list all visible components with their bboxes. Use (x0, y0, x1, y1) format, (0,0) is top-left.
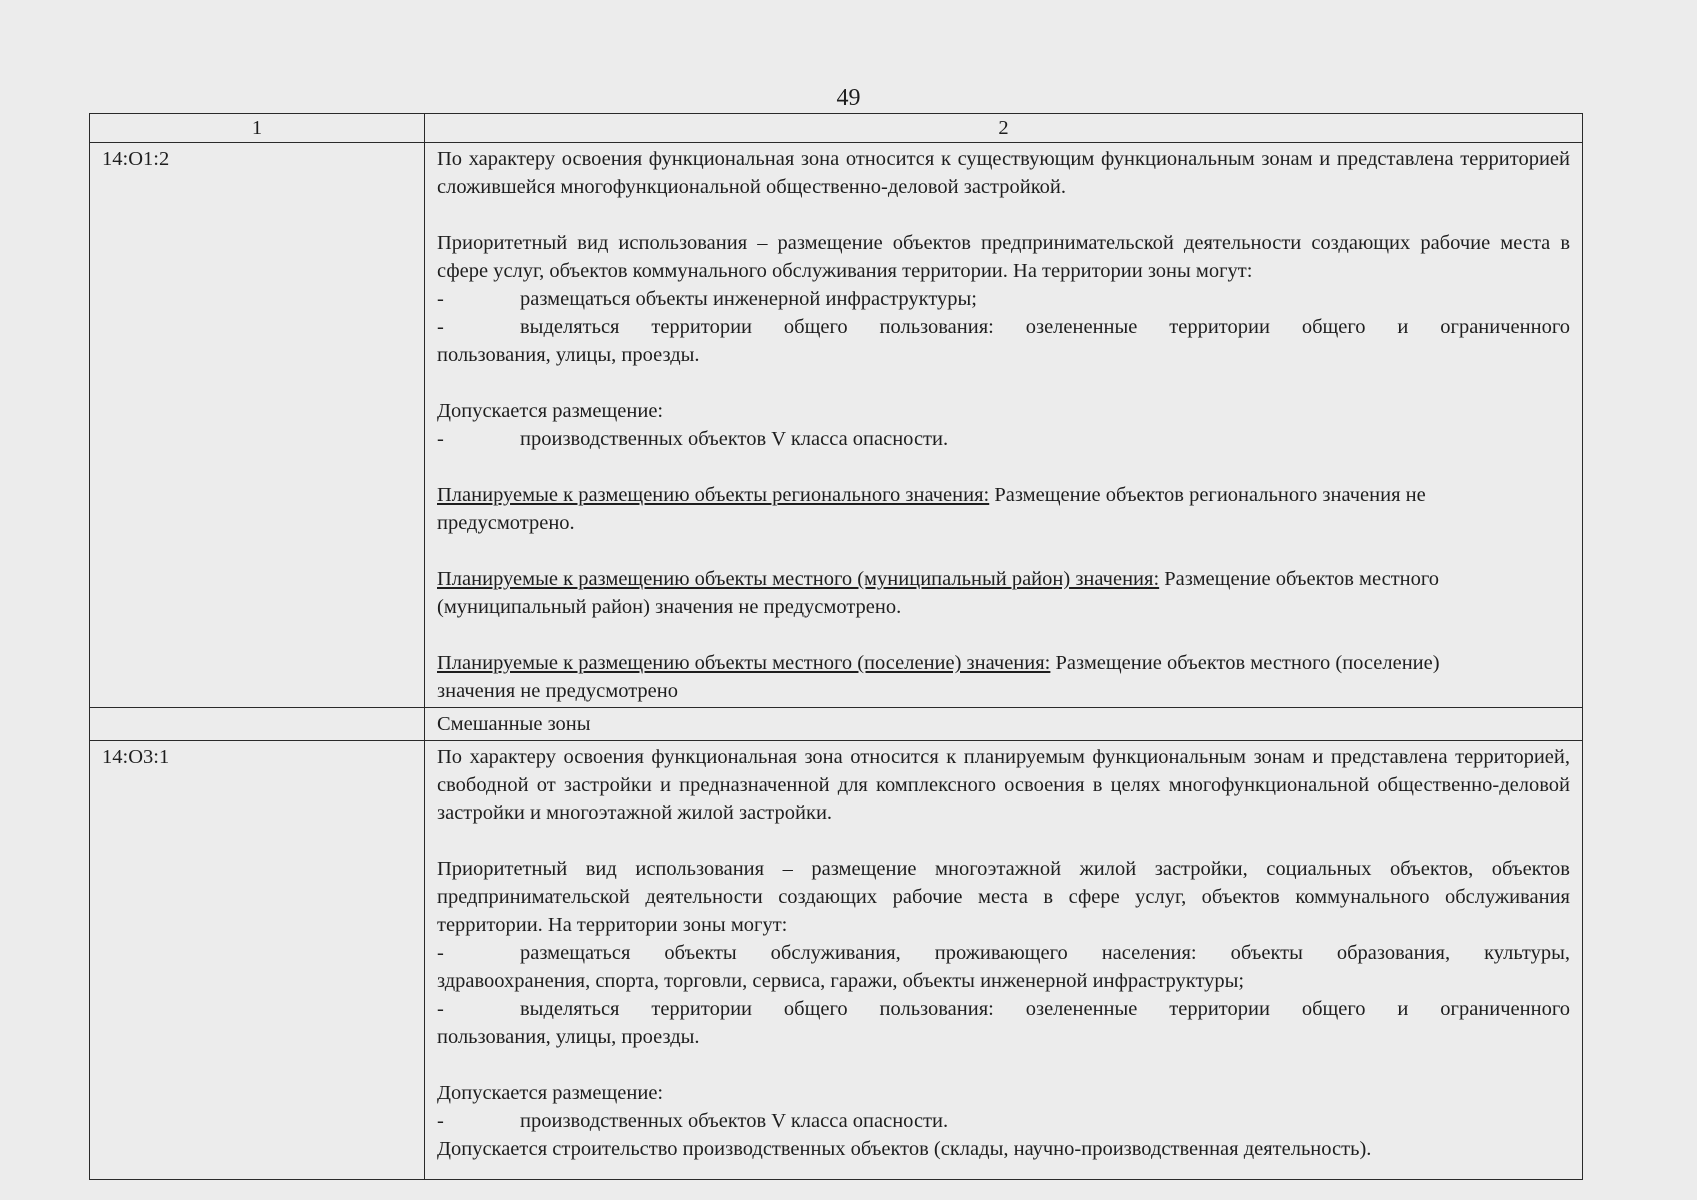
list-dash: - (437, 428, 444, 450)
list-item-continuation: здравоохранения, спорта, торговли, сервиса, гаражи, объекты инженерной инфраструктуры; (437, 970, 1245, 992)
list-item (437, 1107, 1570, 1135)
zone-description (425, 143, 1583, 708)
list-item (437, 995, 1570, 1023)
zone-code: 14:О1:2 (90, 143, 425, 708)
list-item-text: производственных объектов V класса опасности. (520, 1110, 949, 1132)
list-dash: - (437, 998, 444, 1020)
settlement-objects-paragraph (437, 649, 1477, 705)
table-header-row (90, 114, 1583, 143)
list-dash: - (437, 942, 444, 964)
priority-use-text: Приоритетный вид использования – размещение многоэтажной жилой застройки, социальных объектов, объектов предпринимательской деятельности создающих рабочие места в сфере услуг, объектов коммунального обслуживания территории. На территории зоны могут: (437, 858, 1570, 936)
table-row (90, 741, 1583, 1180)
list-dash: - (437, 288, 444, 310)
development-character-text: По характеру освоения функциональная зона относится к планируемым функциональным зонам и представлена территорией, свободной от застройки и предназначенной для комплексного освоения в целях многофункциональной общественно-деловой застройки и многоэтажной жилой застройки. (437, 746, 1570, 824)
list-item (437, 939, 1570, 967)
zones-table (89, 113, 1583, 1180)
regional-objects-paragraph (437, 481, 1437, 537)
allowed-placement-heading: Допускается размещение: (437, 1082, 664, 1104)
column-header-1: 1 (90, 114, 425, 143)
list-item (437, 425, 1570, 453)
municipal-objects-label: Планируемые к размещению объекты местного (муниципальный район) значения: (437, 568, 1160, 590)
list-item-continuation: пользования, улицы, проезды. (437, 1026, 700, 1048)
zone-code: 14:О3:1 (90, 741, 425, 1180)
zone-description (425, 741, 1583, 1180)
regional-objects-text: Размещение объектов регионального значения не предусмотрено. (437, 484, 1426, 534)
column-header-2: 2 (425, 114, 1583, 143)
page-number: 49 (836, 85, 861, 111)
list-item-text: выделяться территории общего пользования: озелененные территории общего и ограниченного (520, 316, 1570, 338)
settlement-objects-label: Планируемые к размещению объекты местного (поселение) значения: (437, 652, 1051, 674)
section-title: Смешанные зоны (425, 708, 1583, 741)
section-row (90, 708, 1583, 741)
development-character-text: По характеру освоения функциональная зона относится к существующим функциональным зонам и представлена территорией сложившейся многофункциональной общественно-деловой застройкой. (437, 148, 1570, 198)
list-item (437, 313, 1570, 341)
settlement-objects-text: Размещение объектов местного (поселение) значения не предусмотрено (437, 652, 1440, 702)
list-dash: - (437, 1110, 444, 1132)
list-item-text: производственных объектов V класса опасности. (520, 428, 949, 450)
allowed-placement-heading: Допускается размещение: (437, 400, 664, 422)
municipal-objects-paragraph (437, 565, 1497, 621)
municipal-objects-text: Размещение объектов местного (муниципальный район) значения не предусмотрено. (437, 568, 1440, 618)
list-item-text: размещаться объекты обслуживания, проживающего населения: объекты образования, культуры, (520, 942, 1570, 964)
list-item-text: выделяться территории общего пользования: озелененные территории общего и ограниченного (520, 998, 1570, 1020)
list-item (437, 285, 1570, 313)
table-row (90, 143, 1583, 708)
allowed-construction-text: Допускается строительство производственных объектов (склады, научно-производственная деятельность). (437, 1138, 1372, 1160)
list-item-text: размещаться объекты инженерной инфраструктуры; (520, 288, 977, 310)
section-empty-cell (90, 708, 425, 741)
list-dash: - (437, 316, 444, 338)
list-item-continuation: пользования, улицы, проезды. (437, 344, 700, 366)
regional-objects-label: Планируемые к размещению объекты регионального значения: (437, 484, 990, 506)
priority-use-text: Приоритетный вид использования – размещение объектов предпринимательской деятельности создающих рабочие места в сфере услуг, объектов коммунального обслуживания территории. На территории зоны могут: (437, 232, 1570, 282)
